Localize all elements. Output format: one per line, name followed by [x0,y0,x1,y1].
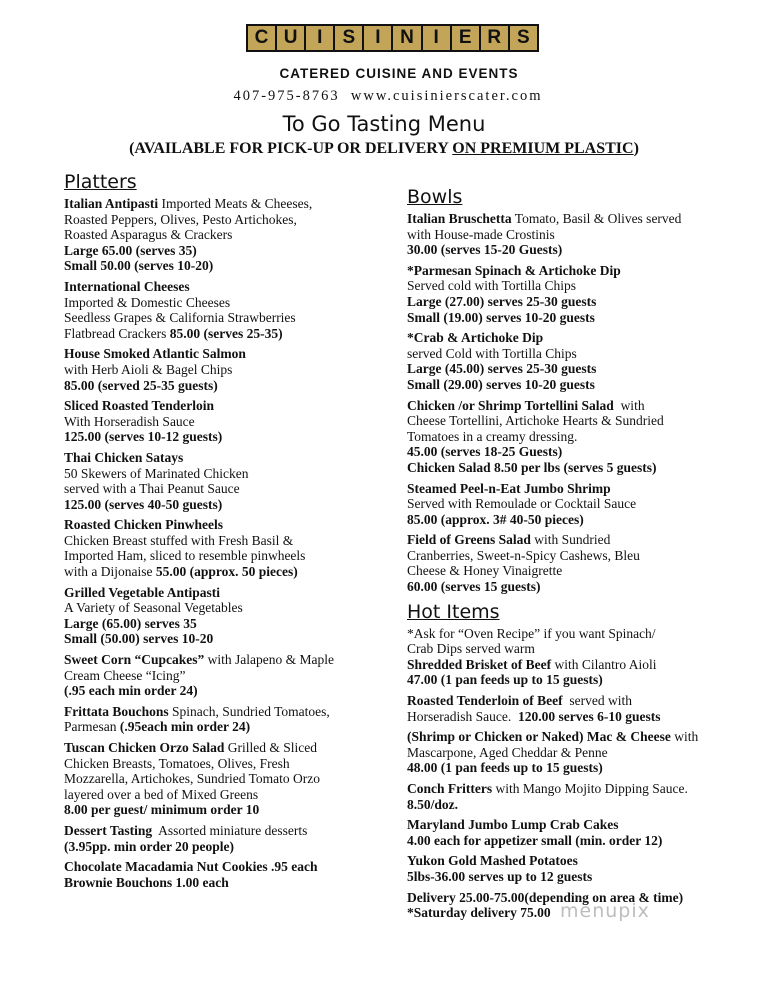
item-price: Small 50.00 (serves 10-20) [64,258,214,274]
item-price: 125.00 (serves 10-12 guests) [64,429,223,445]
item-price: 4.00 each for appetizer small (min. order 12) [407,832,663,848]
menu-item [64,517,374,579]
menu-item [64,196,374,274]
tagline: CATERED CUISINE AND EVENTS [279,66,519,81]
item-desc: Parmesan [64,719,117,735]
item-price: Small (19.00) serves 10-20 guests [407,309,595,325]
item-desc: Seedless Grapes & California Strawberries [64,310,296,326]
item-price: Large (27.00) serves 25-30 guests [407,293,597,309]
menu-item [64,740,374,818]
item-name: Italian Bruschetta [407,211,512,226]
item-desc: Cream Cheese “Icing” [64,667,186,683]
menu-item [407,481,737,528]
menu-item [64,585,374,647]
menu-item [407,781,737,812]
item-price: Large 65.00 (serves 35) [64,242,197,258]
note-line: *Ask for “Oven Recipe” if you want Spinach/ [407,625,656,641]
item-name: Chocolate Macadamia Nut Cookies .95 each [64,859,318,875]
item-name: Maryland Jumbo Lump Crab Cakes [407,817,619,833]
menu-item [64,279,374,341]
logo-letter: C [248,26,277,50]
platters-column [64,170,374,895]
bowls-column [407,185,737,926]
item-desc: Imported & Domestic Cheeses [64,294,231,310]
item-price: 125.00 (serves 40-50 guests) [64,496,223,512]
item-desc: served with [569,693,632,709]
item-desc: Assorted miniature desserts [158,822,308,838]
subtitle-prefix: (AVAILABLE FOR PICK-UP OR DELIVERY [129,140,453,157]
item-name: *Parmesan Spinach & Artichoke Dip [407,262,621,278]
logo-letter: S [335,26,364,50]
item-name: Chicken /or Shrimp Tortellini Salad [407,397,614,413]
contact-line [0,88,768,105]
menu-item [407,532,737,594]
item-desc: Chicken Breast stuffed with Fresh Basil & [64,532,294,548]
item-desc: Imported Ham, sliced to resemble pinwheels [64,548,306,564]
item-price: 48.00 (1 pan feeds up to 15 guests) [407,760,603,776]
item-price: Small (50.00) serves 10-20 [64,631,214,647]
item-desc: A Variety of Seasonal Vegetables [64,600,243,616]
item-name: Field of Greens Salad [407,532,531,548]
item-desc: Imported Meats & Cheeses, [161,196,313,211]
item-desc: Served cold with Tortilla Chips [407,278,577,294]
saturday-delivery-line: *Saturday delivery 75.00 [407,905,551,921]
item-desc: with [620,397,645,413]
menu-item [407,657,737,688]
item-desc: with [674,729,699,745]
item-name: Roasted Chicken Pinwheels [64,517,224,533]
item-desc: Mozzarella, Artichokes, Sundried Tomato Orzo [64,771,320,787]
delivery-line: Delivery 25.00-75.00(depending on area & time) [407,889,684,905]
menu-item [64,823,374,854]
item-price: Large (45.00) serves 25-30 guests [407,361,597,377]
logo-letter: I [364,26,393,50]
logo-letter: N [393,26,422,50]
menupix-watermark: menupix [560,900,650,922]
item-desc: Served with Remoulade or Cocktail Sauce [407,496,637,512]
item-name: Sliced Roasted Tenderloin [64,398,215,414]
logo-letter: U [277,26,306,50]
item-price: 85.00 (approx. 3# 40-50 pieces) [407,511,584,527]
item-price: Chicken Salad 8.50 per lbs (serves 5 guests) [407,459,657,475]
item-name: Conch Fritters [407,781,493,796]
item-desc: Cheese & Honey Vinaigrette [407,563,563,579]
menu-item [64,859,374,890]
menu-item [407,263,737,325]
item-price: Small (29.00) serves 10-20 guests [407,376,595,392]
item-desc: with Herb Aioli & Bagel Chips [64,361,233,377]
item-price: 120.00 serves 6-10 guests [517,708,661,724]
logo-letter: E [452,26,481,50]
menu-item [407,729,737,776]
item-desc: With Horseradish Sauce [64,413,195,429]
item-price: (.95each min order 24) [119,719,251,735]
subtitle-underlined: ON PREMIUM PLASTIC [452,140,634,157]
item-desc: layered over a bed of Mixed Greens [64,786,259,802]
logo-letter: S [510,26,537,50]
item-desc: Chicken Breasts, Tomatoes, Olives, Fresh [64,755,290,771]
website-link[interactable]: www.cuisinierscater.com [350,88,543,104]
logo-letter: I [423,26,452,50]
item-name: Dessert Tasting [64,822,153,838]
item-desc: Cranberries, Sweet-n-Spicy Cashews, Bleu [407,547,640,563]
item-price: 8.00 per guest/ minimum order 10 [64,802,260,818]
subtitle-suffix: ) [633,140,639,157]
item-name: *Crab & Artichoke Dip [407,330,544,346]
bowls-heading: Bowls [407,186,463,208]
phone-number[interactable]: 407-975-8763 [233,88,340,104]
menu-item [64,346,374,393]
item-desc: Tomatoes in a creamy dressing. [407,428,578,444]
item-desc: with a Dijonaise [64,564,153,580]
item-name: Tuscan Chicken Orzo Salad [64,740,225,755]
menu-item [407,330,737,392]
item-desc: Roasted Asparagus & Crackers [64,227,233,243]
item-desc: Tomato, Basil & Olives served [514,211,682,226]
item-desc: Flatbread Crackers [64,325,167,341]
item-name: Grilled Vegetable Antipasti [64,584,221,600]
menu-subtitle [0,140,768,158]
menu-item [407,398,737,476]
item-desc: Roasted Peppers, Olives, Pesto Artichokes, [64,211,297,227]
item-name: Steamed Peel-n-Eat Jumbo Shrimp [407,480,611,496]
menu-item [407,853,737,884]
item-name: Sweet Corn “Cupcakes” [64,652,205,668]
item-desc: served with a Thai Peanut Sauce [64,481,240,497]
logo-letter: I [306,26,335,50]
item-desc: with Sundried [534,532,611,548]
menu-item [64,398,374,445]
item-price: 60.00 (serves 15 guests) [407,579,541,595]
item-name: Shredded Brisket of Beef [407,656,552,672]
item-name: Frittata Bouchons [64,703,169,719]
item-name: Italian Antipasti [64,196,159,211]
item-desc: 50 Skewers of Marinated Chicken [64,465,249,481]
menu-item [407,817,737,848]
logo-letter: R [481,26,510,50]
platters-heading: Platters [64,171,137,193]
item-desc: Cheese Tortellini, Artichoke Hearts & Sundried [407,413,664,429]
hot-items-heading: Hot Items [407,600,500,623]
item-desc: Horseradish Sauce. [407,708,512,724]
item-price: 30.00 (serves 15-20 Guests) [407,242,563,258]
item-desc: served Cold with Tortilla Chips [407,345,577,361]
item-name: Yukon Gold Mashed Potatoes [407,853,578,869]
item-desc: with House-made Crostinis [407,226,555,242]
menu-item [64,652,374,699]
item-desc: Mascarpone, Aged Cheddar & Penne [407,744,608,760]
item-name: International Cheeses [64,278,190,294]
item-price: Brownie Bouchons 1.00 each [64,874,229,890]
item-price: Large (65.00) serves 35 [64,615,197,631]
item-desc: Grilled & Sliced [227,740,318,755]
item-price: 85.00 (serves 25-35) [169,325,283,341]
item-price: 5lbs-36.00 serves up to 12 guests [407,868,593,884]
menu-item [407,693,737,724]
item-price: 85.00 (served 25-35 guests) [64,377,218,393]
item-desc: Spinach, Sundried Tomatoes, [172,703,330,719]
menu-title: To Go Tasting Menu [282,112,486,136]
item-name: Roasted Tenderloin of Beef [407,693,563,709]
item-price: 55.00 (approx. 50 pieces) [155,564,298,580]
note-line: Crab Dips served warm [407,641,535,657]
item-desc: with Mango Mojito Dipping Sauce. [495,781,688,796]
item-price: 8.50/doz. [407,796,459,812]
menu-item [407,211,737,258]
menu-item [64,450,374,512]
item-name: Thai Chicken Satays [64,449,184,465]
item-name: House Smoked Atlantic Salmon [64,346,246,362]
cuisiniers-logo [246,24,539,52]
item-name: (Shrimp or Chicken or Naked) Mac & Cheese [407,729,671,745]
menu-item [64,704,374,735]
oven-recipe-note [407,626,737,657]
item-price: 47.00 (1 pan feeds up to 15 guests) [407,672,603,688]
item-desc: with Cilantro Aioli [554,656,657,672]
item-price: (.95 each min order 24) [64,683,198,699]
item-price: (3.95pp. min order 20 people) [64,838,235,854]
item-desc: with Jalapeno & Maple [207,652,334,668]
item-price: 45.00 (serves 18-25 Guests) [407,444,563,460]
